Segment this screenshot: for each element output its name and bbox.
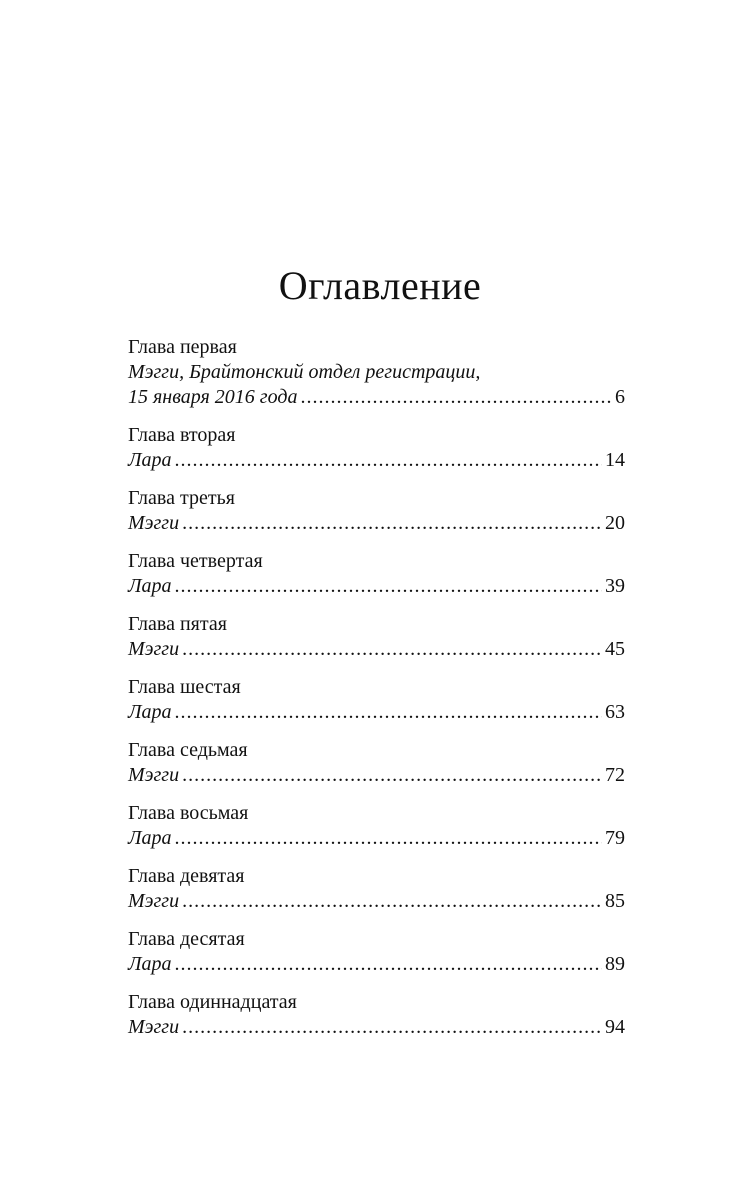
toc-entry bbox=[128, 990, 625, 1040]
chapter-title: Глава четвертая bbox=[128, 550, 263, 572]
toc-leader-line bbox=[128, 637, 625, 662]
dot-leader bbox=[182, 889, 602, 914]
toc-entry bbox=[128, 801, 625, 851]
page-number: 72 bbox=[605, 764, 625, 786]
page-number: 85 bbox=[605, 890, 625, 912]
toc-entry bbox=[128, 864, 625, 914]
toc-entry bbox=[128, 423, 625, 473]
dot-leader bbox=[182, 511, 602, 536]
chapter-title: Глава вторая bbox=[128, 424, 236, 446]
chapter-title: Глава девятая bbox=[128, 865, 245, 887]
table-of-contents bbox=[128, 335, 625, 1053]
chapter-subtitle: Мэгги bbox=[128, 638, 180, 660]
page-number: 45 bbox=[605, 638, 625, 660]
toc-entry bbox=[128, 335, 625, 410]
page-number: 89 bbox=[605, 953, 625, 975]
chapter-subtitle: Мэгги bbox=[128, 890, 180, 912]
chapter-title: Глава седьмая bbox=[128, 739, 248, 761]
dot-leader bbox=[300, 385, 612, 410]
toc-leader-line bbox=[128, 700, 625, 725]
toc-leader-line bbox=[128, 385, 625, 410]
chapter-title: Глава десятая bbox=[128, 928, 245, 950]
dot-leader bbox=[175, 574, 602, 599]
page-number: 6 bbox=[615, 386, 625, 408]
page-number: 94 bbox=[605, 1016, 625, 1038]
chapter-subtitle: Мэгги bbox=[128, 764, 180, 786]
chapter-subtitle: Мэгги bbox=[128, 512, 180, 534]
toc-leader-line bbox=[128, 952, 625, 977]
toc-leader-line bbox=[128, 763, 625, 788]
chapter-subtitle: Лара bbox=[128, 827, 172, 849]
chapter-subtitle: Лара bbox=[128, 701, 172, 723]
page-title: Оглавление bbox=[278, 263, 482, 308]
dot-leader bbox=[175, 952, 602, 977]
chapter-subtitle: Лара bbox=[128, 449, 172, 471]
page-number: 79 bbox=[605, 827, 625, 849]
chapter-title: Глава пятая bbox=[128, 613, 227, 635]
dot-leader bbox=[182, 637, 602, 662]
chapter-subtitle: Мэгги bbox=[128, 1016, 180, 1038]
dot-leader bbox=[182, 763, 602, 788]
dot-leader bbox=[182, 1015, 602, 1040]
chapter-title: Глава шестая bbox=[128, 676, 241, 698]
page-number: 20 bbox=[605, 512, 625, 534]
toc-leader-line bbox=[128, 1015, 625, 1040]
dot-leader bbox=[175, 826, 602, 851]
toc-entry bbox=[128, 738, 625, 788]
toc-leader-line bbox=[128, 889, 625, 914]
toc-entry bbox=[128, 486, 625, 536]
toc-entry bbox=[128, 549, 625, 599]
dot-leader bbox=[175, 448, 602, 473]
chapter-title: Глава одиннадцатая bbox=[128, 991, 297, 1013]
toc-leader-line bbox=[128, 826, 625, 851]
toc-entry bbox=[128, 675, 625, 725]
chapter-title: Глава третья bbox=[128, 487, 235, 509]
toc-leader-line bbox=[128, 574, 625, 599]
chapter-title: Глава восьмая bbox=[128, 802, 249, 824]
chapter-subtitle-line: Мэгги, Брайтонский отдел регистрации, bbox=[128, 361, 481, 383]
toc-leader-line bbox=[128, 511, 625, 536]
toc-entry bbox=[128, 927, 625, 977]
chapter-title: Глава первая bbox=[128, 336, 237, 358]
page-number: 63 bbox=[605, 701, 625, 723]
toc-leader-line bbox=[128, 448, 625, 473]
dot-leader bbox=[175, 700, 602, 725]
page-number: 14 bbox=[605, 449, 625, 471]
chapter-subtitle: Лара bbox=[128, 953, 172, 975]
chapter-subtitle: 15 января 2016 года bbox=[128, 386, 298, 408]
toc-entry bbox=[128, 612, 625, 662]
chapter-subtitle: Лара bbox=[128, 575, 172, 597]
page-number: 39 bbox=[605, 575, 625, 597]
